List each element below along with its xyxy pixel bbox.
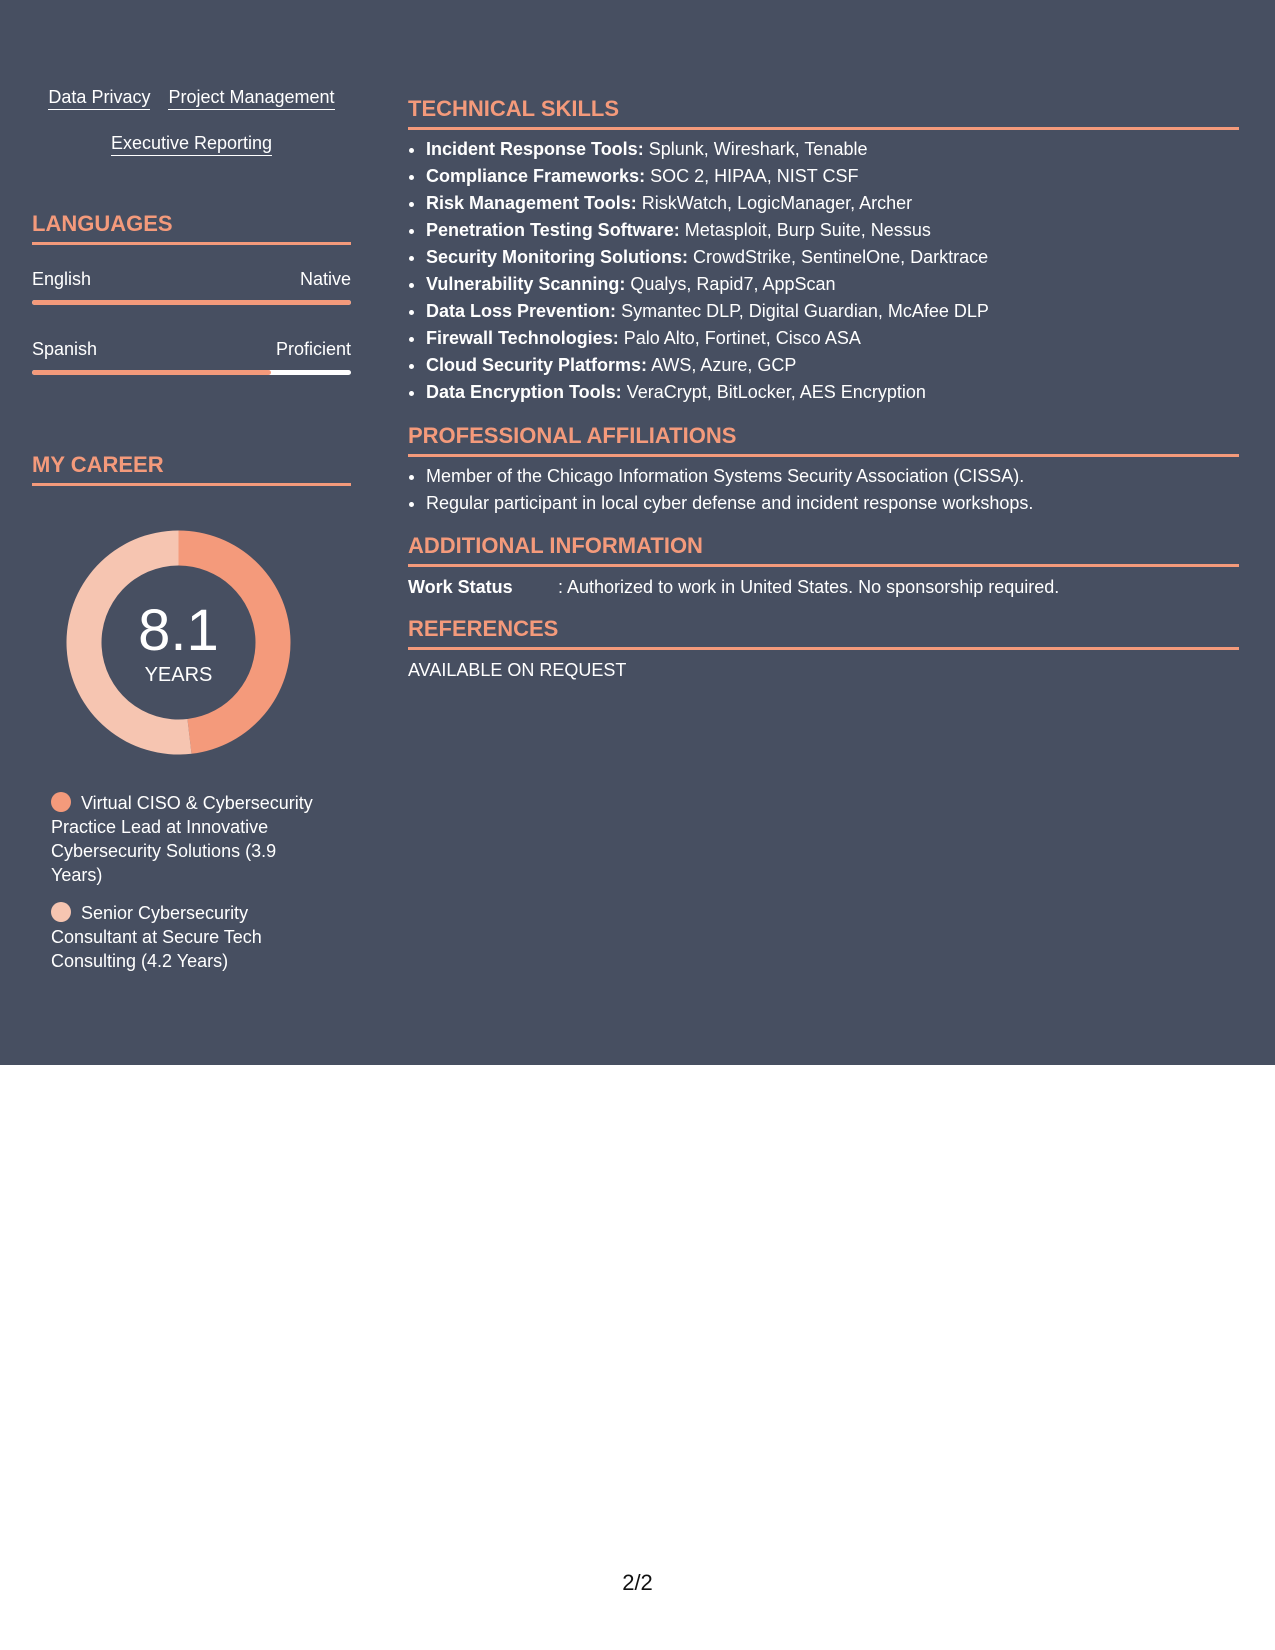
skill-tag: Executive Reporting [111,132,272,156]
legend-dot-icon [51,792,71,812]
skill-values: RiskWatch, LogicManager, Archer [641,193,913,213]
list-item [426,379,1257,406]
language-name: Spanish [32,339,98,359]
work-status-label: Work Status [408,577,513,597]
languages-heading: LANGUAGES [32,211,351,245]
list-item [426,325,1257,352]
skill-category: Compliance Frameworks: [426,166,646,186]
skill-values: Splunk, Wireshark, Tenable [648,139,868,159]
list-item: • Regular participant in local cyber defense and incident response workshops. [426,490,1257,517]
skill-values: Metasploit, Burp Suite, Nessus [684,220,931,240]
skill-category: Incident Response Tools: [426,139,644,159]
career-legend-item [51,901,331,973]
legend-dot-icon [51,902,71,922]
skill-category: Penetration Testing Software: [426,220,680,240]
technical-skills-heading: TECHNICAL SKILLS [408,96,1239,130]
language-proficiency-bar [32,370,351,375]
skill-values: SOC 2, HIPAA, NIST CSF [650,166,859,186]
skill-values: Qualys, Rapid7, AppScan [630,274,836,294]
career-total-unit: YEARS [144,664,213,686]
language-proficiency-fill [32,370,271,375]
skill-category: Data Encryption Tools: [426,382,622,402]
skill-category: Data Loss Prevention: [426,301,617,321]
skill-values: VeraCrypt, BitLocker, AES Encryption [626,382,926,402]
skill-tags [32,86,351,156]
references-heading: REFERENCES [408,616,1239,650]
list-item [426,271,1257,298]
skill-category: Risk Management Tools: [426,193,637,213]
skill-values: CrowdStrike, SentinelOne, Darktrace [693,247,989,267]
work-status-value: : Authorized to work in United States. No sponsorship required. [558,577,1060,597]
language-proficiency-bar [32,300,351,305]
references-text: AVAILABLE ON REQUEST [408,660,627,680]
career-total-value: 8.1 [138,598,219,663]
career-legend-text: Senior Cybersecurity Consultant at Secure Tech Consulting (4.2 Years) [51,903,262,971]
language-row [32,268,351,305]
technical-skills-list [408,136,1257,406]
career-donut-chart [66,530,291,755]
language-proficiency-fill [32,300,351,305]
skill-category: Firewall Technologies: [426,328,619,348]
skill-category: Security Monitoring Solutions: [426,247,688,267]
affiliations-list [408,463,1257,517]
skill-tag: Project Management [168,86,334,110]
career-legend-text: Virtual CISO & Cybersecurity Practice Lead at Innovative Cybersecurity Solutions (3.9 Years) [51,793,313,885]
list-item [426,217,1257,244]
career-legend-item [51,791,331,887]
language-level: Native [299,269,351,289]
list-item [426,190,1257,217]
language-row [32,338,351,375]
skill-category: Vulnerability Scanning: [426,274,626,294]
career-heading: MY CAREER [32,452,351,486]
list-item [426,298,1257,325]
skill-values: AWS, Azure, GCP [651,355,797,375]
list-item [426,352,1257,379]
list-item [426,244,1257,271]
language-name: English [32,269,92,289]
skill-category: Cloud Security Platforms: [426,355,648,375]
skill-tag: Data Privacy [48,86,150,110]
skill-values: Palo Alto, Fortinet, Cisco ASA [623,328,861,348]
language-level: Proficient [275,339,351,359]
work-status-row [408,575,1239,599]
additional-info-heading: ADDITIONAL INFORMATION [408,533,1239,567]
skill-values: Symantec DLP, Digital Guardian, McAfee DLP [621,301,989,321]
list-item [426,136,1257,163]
list-item [426,163,1257,190]
list-item: • Member of the Chicago Information Systems Security Association (CISSA). [426,463,1257,490]
affiliations-heading: PROFESSIONAL AFFILIATIONS [408,423,1239,457]
page-number: 2/2 [622,1570,653,1595]
